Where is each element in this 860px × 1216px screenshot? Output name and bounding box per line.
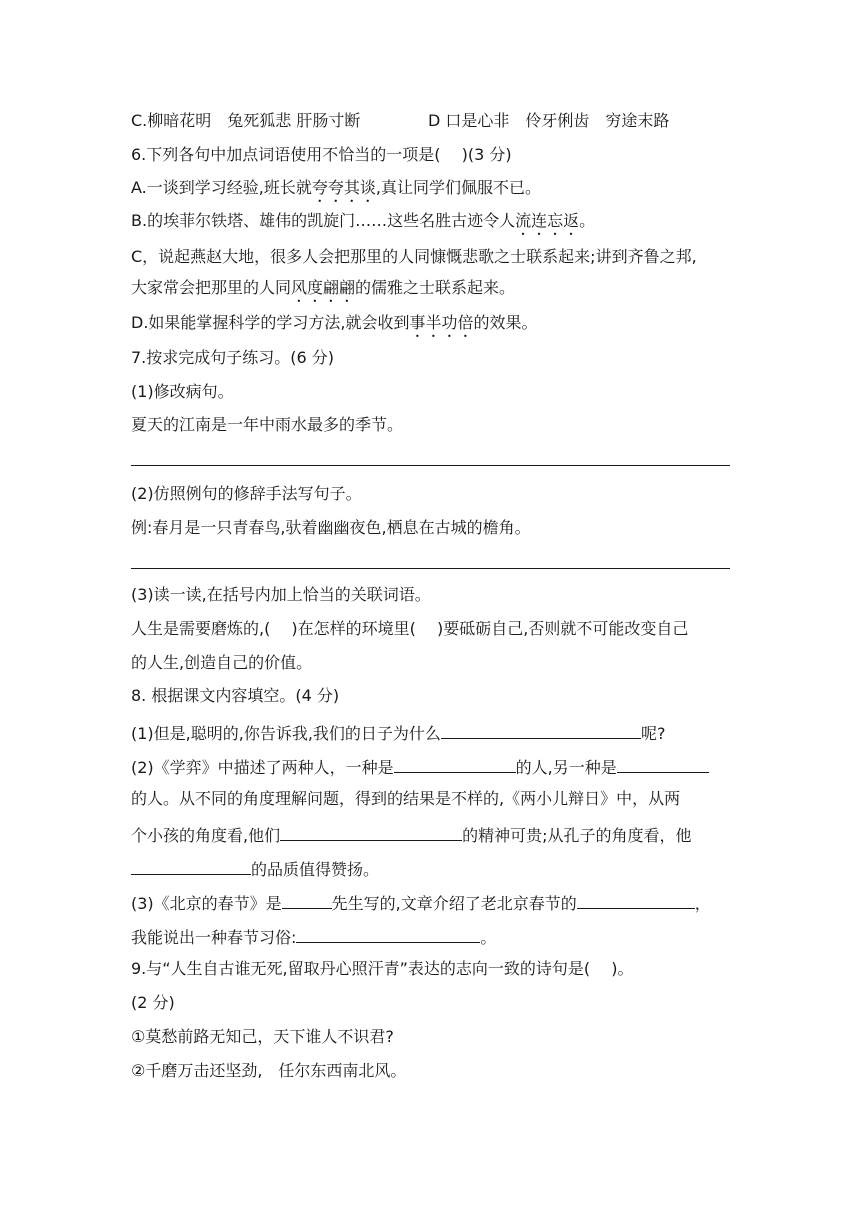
q6-option-d: D.如果能掌握科学的学习方法,就会收到事半功倍的效果。 [131, 313, 538, 332]
q7-part1-sentence: 夏天的江南是一年中雨水最多的季节。 [131, 415, 404, 434]
q5-option-d: D 口是心非 伶牙俐齿 穷途末路 [428, 111, 670, 130]
q7-part3-title: (3)读一读,在括号内加上恰当的关联词语。 [131, 585, 431, 604]
q9-option-1: ①莫愁前路无知己，天下谁人不识君? [131, 1027, 394, 1046]
q8-part2-line3: 个小孩的角度看,他们 的精神可贵;从孔子的角度看，他 [131, 822, 692, 847]
q7-part3-line1: 人生是需要磨炼的,( )在怎样的环境里( )要砥砺自己,否则就不可能改变自己 [131, 619, 689, 638]
fill-blank[interactable] [577, 890, 695, 909]
fill-blank[interactable] [296, 924, 480, 943]
q9-points: (2 分) [131, 993, 175, 1012]
fill-blank[interactable] [280, 822, 462, 841]
q5-option-c: C.柳暗花明 兔死狐悲 肝肠寸断 [131, 111, 361, 130]
q8-part2-line4: 的品质值得赞扬。 [131, 856, 379, 881]
q7-part2-example: 例:春月是一只青春鸟,驮着幽幽夜色,栖息在古城的檐角。 [131, 518, 531, 537]
q8-part1: (1)但是,聪明的,你告诉我,我们的日子为什么 呢? [131, 720, 665, 745]
q7-part3-line2: 的人生,创造自己的价值。 [131, 653, 313, 672]
q7-stem: 7.按求完成句子练习。(6 分) [131, 348, 335, 367]
q6-option-c-line1: C，说起燕赵大地，很多人会把那里的人同慷慨悲歌之士联系起来;讲到齐鲁之邦, [131, 247, 697, 266]
q8-stem: 8. 根据课文内容填空。(4 分) [131, 686, 340, 705]
answer-line-2[interactable] [131, 568, 730, 569]
fill-blank[interactable] [394, 754, 516, 773]
q6-d-emphasis: 事半功倍 [409, 313, 474, 332]
q6-a-emphasis: 夸夸其谈 [311, 178, 376, 197]
q6-stem: 6.下列各句中加点词语使用不恰当的一项是( )(3 分) [131, 145, 512, 164]
answer-line-1[interactable] [131, 465, 730, 466]
q9-option-2: ②千磨万击还坚劲, 任尔东西南北风。 [131, 1061, 407, 1080]
q7-part2-title: (2)仿照例句的修辞手法写句子。 [131, 484, 362, 503]
fill-blank[interactable] [282, 890, 332, 909]
q6-b-emphasis: 流连忘返 [515, 211, 580, 230]
q8-part2-line1: (2)《学弈》中描述了两种人，一种是 的人,另一种是 [131, 754, 709, 779]
q8-part2-line2: 的人。从不同的角度理解问题，得到的结果是不样的,《两小儿辩日》中，从两 [131, 789, 681, 808]
q6-c-emphasis: 风度翩翩 [291, 278, 356, 297]
q6-option-b: B.的埃菲尔铁塔、雄伟的凯旋门……这些名胜古迹令人流连忘返。 [131, 211, 596, 230]
q8-part3-line1: (3)《北京的春节》是 先生写的,文章介绍了老北京春节的 ， [131, 890, 711, 915]
q7-part1-title: (1)修改病句。 [131, 382, 234, 401]
q6-option-c-line2: 大家常会把那里的人同风度翩翩的儒雅之士联系起来。 [131, 278, 516, 297]
fill-blank[interactable] [131, 856, 251, 875]
q8-part3-line2: 我能说出一种春节习俗: 。 [131, 924, 496, 949]
q9-stem: 9.与“人生自古谁无死,留取丹心照汗青”表达的志向一致的诗句是( )。 [131, 959, 634, 978]
fill-blank[interactable] [617, 754, 709, 773]
q6-option-a: A.一谈到学习经验,班长就夸夸其谈,真让同学们佩服不已。 [131, 178, 541, 197]
fill-blank[interactable] [441, 720, 641, 739]
